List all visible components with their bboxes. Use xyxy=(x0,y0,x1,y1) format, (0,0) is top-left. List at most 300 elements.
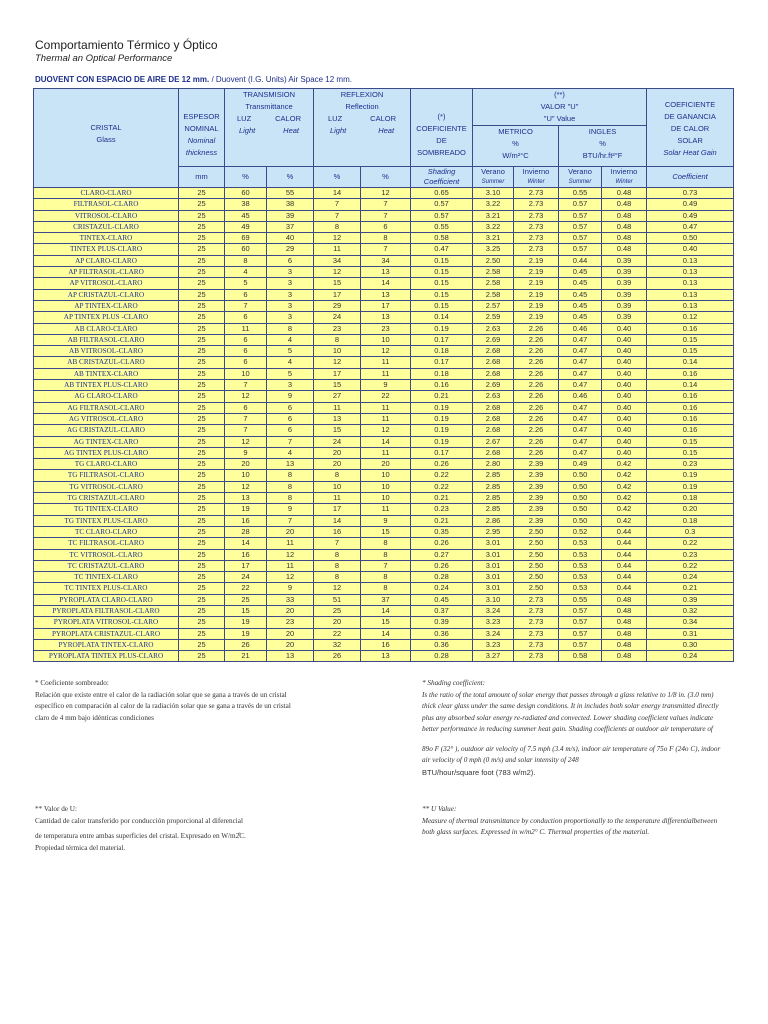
cell-shading-coefficient: 0.15 xyxy=(411,300,473,311)
cell-u-metric-summer: 2.68 xyxy=(473,413,514,424)
cell-transmision-calor: 39 xyxy=(267,210,314,221)
table-row xyxy=(34,481,734,492)
cell-shading-coefficient: 0.28 xyxy=(411,651,473,662)
cell-solar-heat-gain: 0.15 xyxy=(647,436,734,447)
cell-u-metric-summer: 2.85 xyxy=(473,493,514,504)
cell-u-metric-winter: 2.73 xyxy=(514,639,559,650)
cell-reflexion-calor: 11 xyxy=(361,368,411,379)
cell-espesor-mm: 25 xyxy=(179,244,225,255)
cell-reflexion-calor: 7 xyxy=(361,244,411,255)
cell-transmision-luz: 6 xyxy=(225,402,267,413)
cell-solar-heat-gain: 0.30 xyxy=(647,639,734,650)
cell-u-metric-winter: 2.73 xyxy=(514,199,559,210)
cell-glass-name: PYROPLATA CRISTAZUL-CLARO xyxy=(34,628,179,639)
cell-reflexion-luz: 8 xyxy=(314,334,361,345)
cell-espesor-mm: 25 xyxy=(179,413,225,424)
cell-reflexion-luz: 23 xyxy=(314,323,361,334)
cell-transmision-calor: 9 xyxy=(267,504,314,515)
table-row xyxy=(34,267,734,278)
cell-reflexion-luz: 8 xyxy=(314,470,361,481)
cell-reflexion-calor: 8 xyxy=(361,233,411,244)
cell-espesor-mm: 25 xyxy=(179,628,225,639)
header-cristal: CRISTAL Glass xyxy=(34,89,179,188)
cell-transmision-luz: 25 xyxy=(225,594,267,605)
cell-u-metric-summer: 3.10 xyxy=(473,594,514,605)
cell-u-imperial-winter: 0.48 xyxy=(602,651,647,662)
cell-reflexion-calor: 10 xyxy=(361,481,411,492)
cell-u-metric-winter: 2.26 xyxy=(514,425,559,436)
cell-solar-heat-gain: 0.3 xyxy=(647,526,734,537)
cell-reflexion-luz: 12 xyxy=(314,267,361,278)
cell-shading-coefficient: 0.65 xyxy=(411,188,473,199)
cell-transmision-calor: 20 xyxy=(267,605,314,616)
cell-u-metric-summer: 2.95 xyxy=(473,526,514,537)
cell-shading-coefficient: 0.19 xyxy=(411,425,473,436)
cell-reflexion-luz: 32 xyxy=(314,639,361,650)
cell-u-metric-summer: 2.57 xyxy=(473,300,514,311)
cell-glass-name: AP CRISTAZUL-CLARO xyxy=(34,289,179,300)
cell-u-metric-summer: 3.01 xyxy=(473,583,514,594)
cell-u-imperial-summer: 0.50 xyxy=(559,504,602,515)
cell-transmision-calor: 6 xyxy=(267,425,314,436)
header-rl-pct: % xyxy=(314,167,361,188)
cell-u-imperial-summer: 0.46 xyxy=(559,323,602,334)
cell-u-imperial-winter: 0.42 xyxy=(602,459,647,470)
cell-espesor-mm: 25 xyxy=(179,334,225,345)
cell-u-imperial-summer: 0.47 xyxy=(559,368,602,379)
table-row xyxy=(34,255,734,266)
cell-u-imperial-summer: 0.44 xyxy=(559,255,602,266)
cell-espesor-mm: 25 xyxy=(179,605,225,616)
header-met-verano: Verano Summer xyxy=(473,167,514,188)
cell-reflexion-luz: 13 xyxy=(314,413,361,424)
cell-u-imperial-summer: 0.47 xyxy=(559,413,602,424)
cell-u-metric-summer: 3.10 xyxy=(473,188,514,199)
cell-u-imperial-winter: 0.40 xyxy=(602,346,647,357)
header-ganancia-solar: COEFICIENTE DE GANANCIA DE CALOR SOLAR Solar Heat Gain xyxy=(647,89,734,167)
cell-reflexion-calor: 6 xyxy=(361,221,411,232)
cell-shading-coefficient: 0.15 xyxy=(411,267,473,278)
cell-shading-coefficient: 0.19 xyxy=(411,436,473,447)
cell-u-metric-summer: 3.22 xyxy=(473,221,514,232)
cell-shading-coefficient: 0.18 xyxy=(411,346,473,357)
cell-reflexion-luz: 12 xyxy=(314,233,361,244)
cell-glass-name: AB VITROSOL-CLARO xyxy=(34,346,179,357)
cell-solar-heat-gain: 0.21 xyxy=(647,583,734,594)
cell-u-metric-winter: 2.73 xyxy=(514,221,559,232)
table-row xyxy=(34,334,734,345)
cell-u-imperial-winter: 0.40 xyxy=(602,380,647,391)
cell-solar-heat-gain: 0.47 xyxy=(647,221,734,232)
cell-transmision-luz: 26 xyxy=(225,639,267,650)
cell-u-metric-summer: 2.86 xyxy=(473,515,514,526)
cell-u-metric-summer: 2.59 xyxy=(473,312,514,323)
cell-transmision-calor: 3 xyxy=(267,300,314,311)
cell-espesor-mm: 25 xyxy=(179,560,225,571)
cell-glass-name: AG TINTEX PLUS-CLARO xyxy=(34,447,179,458)
cell-u-imperial-winter: 0.42 xyxy=(602,515,647,526)
cell-reflexion-calor: 11 xyxy=(361,504,411,515)
cell-u-metric-winter: 2.39 xyxy=(514,481,559,492)
cell-u-imperial-summer: 0.57 xyxy=(559,233,602,244)
cell-u-imperial-winter: 0.40 xyxy=(602,323,647,334)
cell-shading-coefficient: 0.36 xyxy=(411,628,473,639)
cell-reflexion-luz: 8 xyxy=(314,560,361,571)
cell-reflexion-calor: 13 xyxy=(361,651,411,662)
cell-u-imperial-summer: 0.45 xyxy=(559,278,602,289)
cell-u-metric-winter: 2.26 xyxy=(514,402,559,413)
cell-u-imperial-winter: 0.48 xyxy=(602,199,647,210)
header-transmision: TRANSMISION Transmittance LUZ CALOR Light Heat xyxy=(225,89,314,167)
table-row xyxy=(34,504,734,515)
cell-espesor-mm: 25 xyxy=(179,380,225,391)
cell-reflexion-calor: 13 xyxy=(361,289,411,300)
cell-solar-heat-gain: 0.13 xyxy=(647,278,734,289)
cell-u-metric-summer: 3.21 xyxy=(473,210,514,221)
cell-u-metric-winter: 2.26 xyxy=(514,436,559,447)
table-row xyxy=(34,447,734,458)
cell-shading-coefficient: 0.14 xyxy=(411,312,473,323)
cell-reflexion-calor: 12 xyxy=(361,346,411,357)
cell-transmision-calor: 3 xyxy=(267,380,314,391)
cell-transmision-luz: 60 xyxy=(225,244,267,255)
cell-transmision-calor: 3 xyxy=(267,267,314,278)
page-subtitle: Thermal an Optical Performance xyxy=(35,53,173,64)
cell-transmision-calor: 3 xyxy=(267,289,314,300)
cell-transmision-calor: 11 xyxy=(267,560,314,571)
table-row xyxy=(34,594,734,605)
cell-glass-name: TC FILTRASOL-CLARO xyxy=(34,538,179,549)
cell-u-imperial-winter: 0.39 xyxy=(602,255,647,266)
table-row xyxy=(34,560,734,571)
cell-u-metric-winter: 2.26 xyxy=(514,380,559,391)
cell-u-metric-summer: 2.67 xyxy=(473,436,514,447)
cell-espesor-mm: 25 xyxy=(179,255,225,266)
cell-transmision-luz: 60 xyxy=(225,188,267,199)
cell-espesor-mm: 25 xyxy=(179,436,225,447)
caption-rest: / Duovent (I.G. Units) Air Space 12 mm. xyxy=(209,75,352,84)
cell-shading-coefficient: 0.23 xyxy=(411,504,473,515)
cell-u-imperial-winter: 0.44 xyxy=(602,572,647,583)
cell-u-imperial-winter: 0.44 xyxy=(602,583,647,594)
cell-shading-coefficient: 0.26 xyxy=(411,459,473,470)
cell-u-imperial-summer: 0.45 xyxy=(559,267,602,278)
cell-u-metric-summer: 3.01 xyxy=(473,549,514,560)
cell-reflexion-luz: 17 xyxy=(314,289,361,300)
cell-transmision-calor: 37 xyxy=(267,221,314,232)
cell-u-imperial-summer: 0.57 xyxy=(559,628,602,639)
cell-reflexion-calor: 7 xyxy=(361,199,411,210)
cell-reflexion-luz: 10 xyxy=(314,346,361,357)
cell-u-metric-summer: 2.68 xyxy=(473,368,514,379)
cell-u-metric-winter: 2.73 xyxy=(514,594,559,605)
table-row xyxy=(34,583,734,594)
cell-transmision-luz: 7 xyxy=(225,413,267,424)
cell-u-metric-summer: 3.24 xyxy=(473,605,514,616)
cell-reflexion-calor: 14 xyxy=(361,278,411,289)
cell-u-metric-winter: 2.26 xyxy=(514,447,559,458)
cell-espesor-mm: 25 xyxy=(179,199,225,210)
cell-u-imperial-summer: 0.45 xyxy=(559,289,602,300)
cell-shading-coefficient: 0.19 xyxy=(411,402,473,413)
table-row xyxy=(34,300,734,311)
cell-shading-coefficient: 0.17 xyxy=(411,447,473,458)
cell-shading-coefficient: 0.36 xyxy=(411,639,473,650)
cell-shading-coefficient: 0.27 xyxy=(411,549,473,560)
cell-transmision-calor: 40 xyxy=(267,233,314,244)
cell-u-imperial-summer: 0.57 xyxy=(559,244,602,255)
cell-reflexion-calor: 23 xyxy=(361,323,411,334)
cell-reflexion-calor: 13 xyxy=(361,312,411,323)
table-caption xyxy=(35,75,352,84)
table-row xyxy=(34,346,734,357)
cell-reflexion-luz: 14 xyxy=(314,515,361,526)
table-row xyxy=(34,538,734,549)
cell-u-imperial-winter: 0.40 xyxy=(602,334,647,345)
cell-transmision-calor: 12 xyxy=(267,549,314,560)
cell-reflexion-calor: 11 xyxy=(361,402,411,413)
table-row xyxy=(34,413,734,424)
cell-transmision-luz: 17 xyxy=(225,560,267,571)
cell-espesor-mm: 25 xyxy=(179,210,225,221)
cell-transmision-luz: 49 xyxy=(225,221,267,232)
cell-transmision-luz: 11 xyxy=(225,323,267,334)
cell-u-metric-winter: 2.73 xyxy=(514,188,559,199)
cell-glass-name: AB FILTRASOL-CLARO xyxy=(34,334,179,345)
cell-shading-coefficient: 0.17 xyxy=(411,357,473,368)
table-row xyxy=(34,515,734,526)
cell-glass-name: AB CRISTAZUL-CLARO xyxy=(34,357,179,368)
cell-u-metric-winter: 2.26 xyxy=(514,413,559,424)
cell-u-metric-winter: 2.26 xyxy=(514,323,559,334)
cell-u-metric-summer: 2.85 xyxy=(473,481,514,492)
cell-u-imperial-summer: 0.50 xyxy=(559,493,602,504)
cell-glass-name: PYROPLATA TINTEX-CLARO xyxy=(34,639,179,650)
cell-reflexion-calor: 11 xyxy=(361,447,411,458)
cell-glass-name: PYROPLATA VITROSOL-CLARO xyxy=(34,617,179,628)
cell-espesor-mm: 25 xyxy=(179,583,225,594)
cell-espesor-mm: 25 xyxy=(179,278,225,289)
cell-glass-name: AG TINTEX-CLARO xyxy=(34,436,179,447)
cell-reflexion-calor: 10 xyxy=(361,470,411,481)
table-row xyxy=(34,210,734,221)
table-row xyxy=(34,436,734,447)
cell-reflexion-luz: 17 xyxy=(314,368,361,379)
cell-u-imperial-summer: 0.57 xyxy=(559,210,602,221)
cell-transmision-calor: 20 xyxy=(267,526,314,537)
cell-u-imperial-winter: 0.42 xyxy=(602,493,647,504)
cell-u-imperial-summer: 0.53 xyxy=(559,549,602,560)
cell-transmision-luz: 69 xyxy=(225,233,267,244)
cell-transmision-luz: 4 xyxy=(225,267,267,278)
cell-transmision-calor: 6 xyxy=(267,413,314,424)
table-row xyxy=(34,233,734,244)
header-reflexion: REFLEXION Reflection LUZ CALOR Light Heat xyxy=(314,89,411,167)
cell-u-imperial-winter: 0.39 xyxy=(602,300,647,311)
cell-u-imperial-summer: 0.50 xyxy=(559,470,602,481)
cell-reflexion-calor: 9 xyxy=(361,515,411,526)
cell-u-imperial-winter: 0.39 xyxy=(602,278,647,289)
cell-glass-name: FILTRASOL-CLARO xyxy=(34,199,179,210)
cell-reflexion-calor: 7 xyxy=(361,210,411,221)
cell-transmision-luz: 7 xyxy=(225,425,267,436)
cell-reflexion-calor: 13 xyxy=(361,267,411,278)
header-ingles: INGLES % BTU/hr.ft²°F xyxy=(559,126,647,167)
table-row xyxy=(34,628,734,639)
cell-solar-heat-gain: 0.39 xyxy=(647,594,734,605)
cell-u-metric-summer: 2.68 xyxy=(473,402,514,413)
cell-u-imperial-summer: 0.57 xyxy=(559,639,602,650)
cell-espesor-mm: 25 xyxy=(179,357,225,368)
table-row xyxy=(34,357,734,368)
cell-transmision-calor: 5 xyxy=(267,346,314,357)
cell-u-imperial-winter: 0.39 xyxy=(602,267,647,278)
cell-espesor-mm: 25 xyxy=(179,549,225,560)
cell-espesor-mm: 25 xyxy=(179,233,225,244)
cell-transmision-luz: 12 xyxy=(225,391,267,402)
cell-transmision-luz: 19 xyxy=(225,617,267,628)
cell-solar-heat-gain: 0.13 xyxy=(647,255,734,266)
cell-u-imperial-winter: 0.40 xyxy=(602,391,647,402)
cell-glass-name: AP TINTEX PLUS -CLARO xyxy=(34,312,179,323)
cell-reflexion-luz: 11 xyxy=(314,493,361,504)
cell-espesor-mm: 25 xyxy=(179,481,225,492)
cell-u-imperial-winter: 0.39 xyxy=(602,312,647,323)
cell-u-imperial-summer: 0.45 xyxy=(559,312,602,323)
cell-u-metric-summer: 2.58 xyxy=(473,289,514,300)
table-row xyxy=(34,549,734,560)
cell-u-imperial-winter: 0.40 xyxy=(602,357,647,368)
cell-glass-name: TG TINTEX-CLARO xyxy=(34,504,179,515)
cell-solar-heat-gain: 0.23 xyxy=(647,459,734,470)
cell-u-metric-summer: 2.69 xyxy=(473,380,514,391)
cell-u-imperial-summer: 0.57 xyxy=(559,605,602,616)
cell-u-imperial-winter: 0.39 xyxy=(602,289,647,300)
cell-u-imperial-summer: 0.57 xyxy=(559,221,602,232)
cell-transmision-luz: 15 xyxy=(225,605,267,616)
cell-solar-heat-gain: 0.31 xyxy=(647,628,734,639)
cell-transmision-calor: 29 xyxy=(267,244,314,255)
cell-u-imperial-winter: 0.40 xyxy=(602,368,647,379)
cell-u-imperial-summer: 0.47 xyxy=(559,436,602,447)
table-row xyxy=(34,651,734,662)
cell-solar-heat-gain: 0.22 xyxy=(647,538,734,549)
cell-solar-heat-gain: 0.19 xyxy=(647,481,734,492)
cell-transmision-calor: 6 xyxy=(267,255,314,266)
cell-reflexion-luz: 34 xyxy=(314,255,361,266)
cell-solar-heat-gain: 0.32 xyxy=(647,605,734,616)
table-row xyxy=(34,391,734,402)
table-row xyxy=(34,605,734,616)
header-espesor: ESPESOR NOMINAL Nominal thickness xyxy=(179,89,225,167)
cell-glass-name: PYROPLATA TINTEX PLUS-CLARO xyxy=(34,651,179,662)
cell-transmision-calor: 4 xyxy=(267,357,314,368)
cell-solar-heat-gain: 0.15 xyxy=(647,346,734,357)
table-row xyxy=(34,380,734,391)
cell-transmision-calor: 8 xyxy=(267,481,314,492)
cell-espesor-mm: 25 xyxy=(179,267,225,278)
cell-espesor-mm: 25 xyxy=(179,594,225,605)
header-tl-pct: % xyxy=(225,167,267,188)
cell-reflexion-calor: 8 xyxy=(361,572,411,583)
cell-u-imperial-winter: 0.40 xyxy=(602,425,647,436)
note-es-shading: * Coeficiente sombreado: Relación que existe entre el calor de la radiación solar que se gana a través de un cristal específico en comparación al calor de la radiación solar que se gana a través de un cristal claro de 4 mm bajo idénticas condiciones xyxy=(35,679,291,722)
table-row xyxy=(34,470,734,481)
cell-espesor-mm: 25 xyxy=(179,651,225,662)
cell-u-metric-summer: 3.24 xyxy=(473,628,514,639)
note-es-u-value: ** Valor de U: Cantidad de calor transferido por conducción proporcional al diferencial de temperatura entre ambas superficies del cristal. Expresado en W/m2̊C. Propiedad térmica del material. xyxy=(35,805,246,852)
cell-u-imperial-winter: 0.48 xyxy=(602,221,647,232)
cell-shading-coefficient: 0.18 xyxy=(411,368,473,379)
cell-glass-name: AG FILTRASOL-CLARO xyxy=(34,402,179,413)
cell-reflexion-calor: 8 xyxy=(361,549,411,560)
cell-u-metric-summer: 2.85 xyxy=(473,470,514,481)
cell-u-metric-summer: 3.23 xyxy=(473,639,514,650)
cell-transmision-luz: 19 xyxy=(225,504,267,515)
cell-reflexion-luz: 29 xyxy=(314,300,361,311)
table-row xyxy=(34,526,734,537)
cell-reflexion-calor: 14 xyxy=(361,436,411,447)
table-row xyxy=(34,493,734,504)
cell-espesor-mm: 25 xyxy=(179,538,225,549)
cell-u-metric-summer: 3.01 xyxy=(473,572,514,583)
cell-espesor-mm: 25 xyxy=(179,470,225,481)
cell-shading-coefficient: 0.47 xyxy=(411,244,473,255)
cell-reflexion-luz: 8 xyxy=(314,549,361,560)
table-row xyxy=(34,572,734,583)
cell-reflexion-calor: 11 xyxy=(361,413,411,424)
cell-transmision-calor: 7 xyxy=(267,515,314,526)
cell-reflexion-luz: 17 xyxy=(314,504,361,515)
cell-transmision-luz: 20 xyxy=(225,459,267,470)
cell-transmision-calor: 5 xyxy=(267,368,314,379)
cell-u-metric-summer: 2.85 xyxy=(473,504,514,515)
cell-u-imperial-winter: 0.48 xyxy=(602,594,647,605)
cell-glass-name: TC CRISTAZUL-CLARO xyxy=(34,560,179,571)
cell-u-metric-winter: 2.39 xyxy=(514,459,559,470)
cell-transmision-luz: 9 xyxy=(225,447,267,458)
cell-espesor-mm: 25 xyxy=(179,402,225,413)
table-row xyxy=(34,312,734,323)
table-row xyxy=(34,368,734,379)
cell-u-metric-summer: 2.68 xyxy=(473,346,514,357)
cell-u-metric-summer: 2.69 xyxy=(473,334,514,345)
table-row xyxy=(34,199,734,210)
cell-reflexion-calor: 15 xyxy=(361,526,411,537)
cell-shading-coefficient: 0.19 xyxy=(411,413,473,424)
cell-glass-name: TINTEX-CLARO xyxy=(34,233,179,244)
cell-u-imperial-winter: 0.44 xyxy=(602,549,647,560)
cell-glass-name: TG VITROSOL-CLARO xyxy=(34,481,179,492)
table-row xyxy=(34,425,734,436)
cell-u-metric-winter: 2.39 xyxy=(514,515,559,526)
cell-reflexion-luz: 7 xyxy=(314,538,361,549)
cell-u-metric-summer: 2.80 xyxy=(473,459,514,470)
cell-reflexion-luz: 10 xyxy=(314,481,361,492)
table-row xyxy=(34,459,734,470)
header-met-invierno: Invierno Winter xyxy=(514,167,559,188)
cell-u-metric-summer: 3.23 xyxy=(473,617,514,628)
cell-u-imperial-summer: 0.58 xyxy=(559,651,602,662)
cell-u-metric-summer: 3.25 xyxy=(473,244,514,255)
header-shading-coefficient: Shading Coefficient xyxy=(411,167,473,188)
cell-u-imperial-summer: 0.47 xyxy=(559,346,602,357)
cell-u-imperial-winter: 0.42 xyxy=(602,470,647,481)
cell-espesor-mm: 25 xyxy=(179,515,225,526)
cell-u-metric-winter: 2.50 xyxy=(514,549,559,560)
cell-glass-name: TG FILTRASOL-CLARO xyxy=(34,470,179,481)
cell-u-metric-summer: 2.63 xyxy=(473,323,514,334)
